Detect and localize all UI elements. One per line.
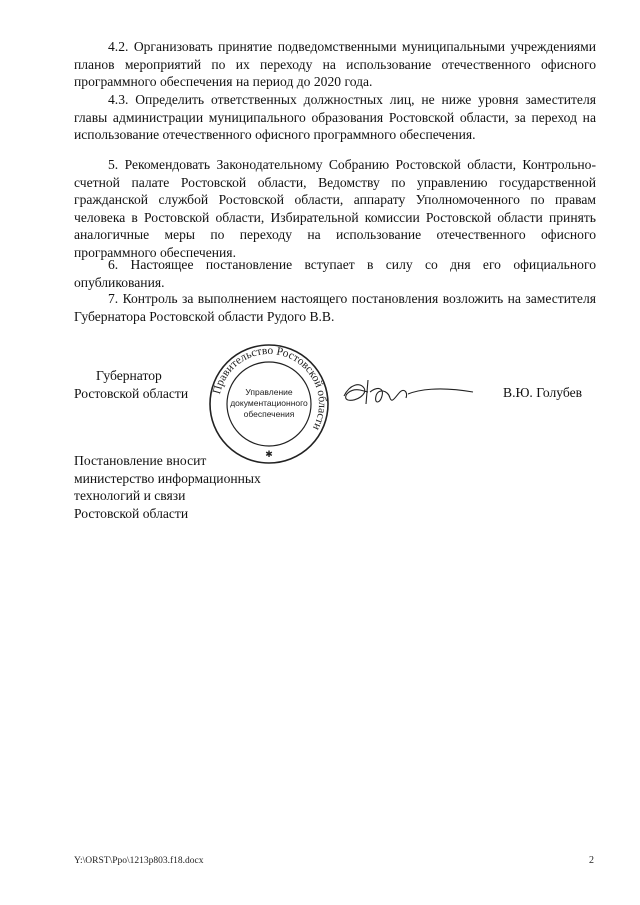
paragraph-4-3: 4.3. Определить ответственных должностных лиц, не ниже уровня заместителя главы администрации муниципального образования Ростовской области, за переход на использование отечественного офисного программного обеспечения. (74, 92, 596, 143)
seal-star-icon: ✱ (265, 449, 273, 459)
page-number: 2 (589, 855, 594, 866)
seal-inner-line2: документационного (230, 398, 308, 408)
paragraph-6: 6. Настоящее постановление вступает в силу со дня его официального опубликования. (74, 257, 596, 290)
paragraph-4-2: 4.2. Организовать принятие подведомственными муниципальными учреждениями планов мероприятий по их переходу на использование отечественного офисного программного обеспечения на период до 2020 года. (74, 39, 596, 90)
signatory-name: В.Ю. Голубев (503, 385, 583, 400)
handwritten-signature (338, 374, 478, 414)
seal-outer-text: Правительство Ростовской области (211, 344, 329, 433)
seal-inner-line1: Управление (245, 387, 293, 397)
paragraph-7: 7. Контроль за выполнением настоящего постановления возложить на заместителя Губернатора Ростовской области Рудого В.В. (74, 291, 596, 324)
signatory-title-line2: Ростовской области (74, 386, 189, 401)
note-line: технологий и связи (74, 488, 186, 504)
paragraph-5: 5. Рекомендовать Законодательному Собранию Ростовской области, Контрольно-счетной палате Ростовской области, Ведомству по управлению государственной гражданской службой Ростовской области, аппарату Уполномоченного по правам человека в Ростовской области, Избирательной комиссии Ростовской области принять аналогичные меры по переходу на использование отечественного офисного программного обеспечения. (74, 157, 596, 260)
note-line: Ростовской области (74, 505, 189, 521)
file-path: Y:\ORST\Ppo\1213p803.f18.docx (74, 856, 204, 866)
submitter-note (74, 452, 261, 522)
note-line: Постановление вносит (74, 453, 207, 468)
signatory-title-line1: Губернатор (96, 368, 162, 383)
signatory-title (74, 367, 188, 403)
seal-inner-line3: обеспечения (243, 409, 295, 419)
official-seal (204, 342, 334, 466)
note-line: министерство информационных (74, 470, 261, 486)
